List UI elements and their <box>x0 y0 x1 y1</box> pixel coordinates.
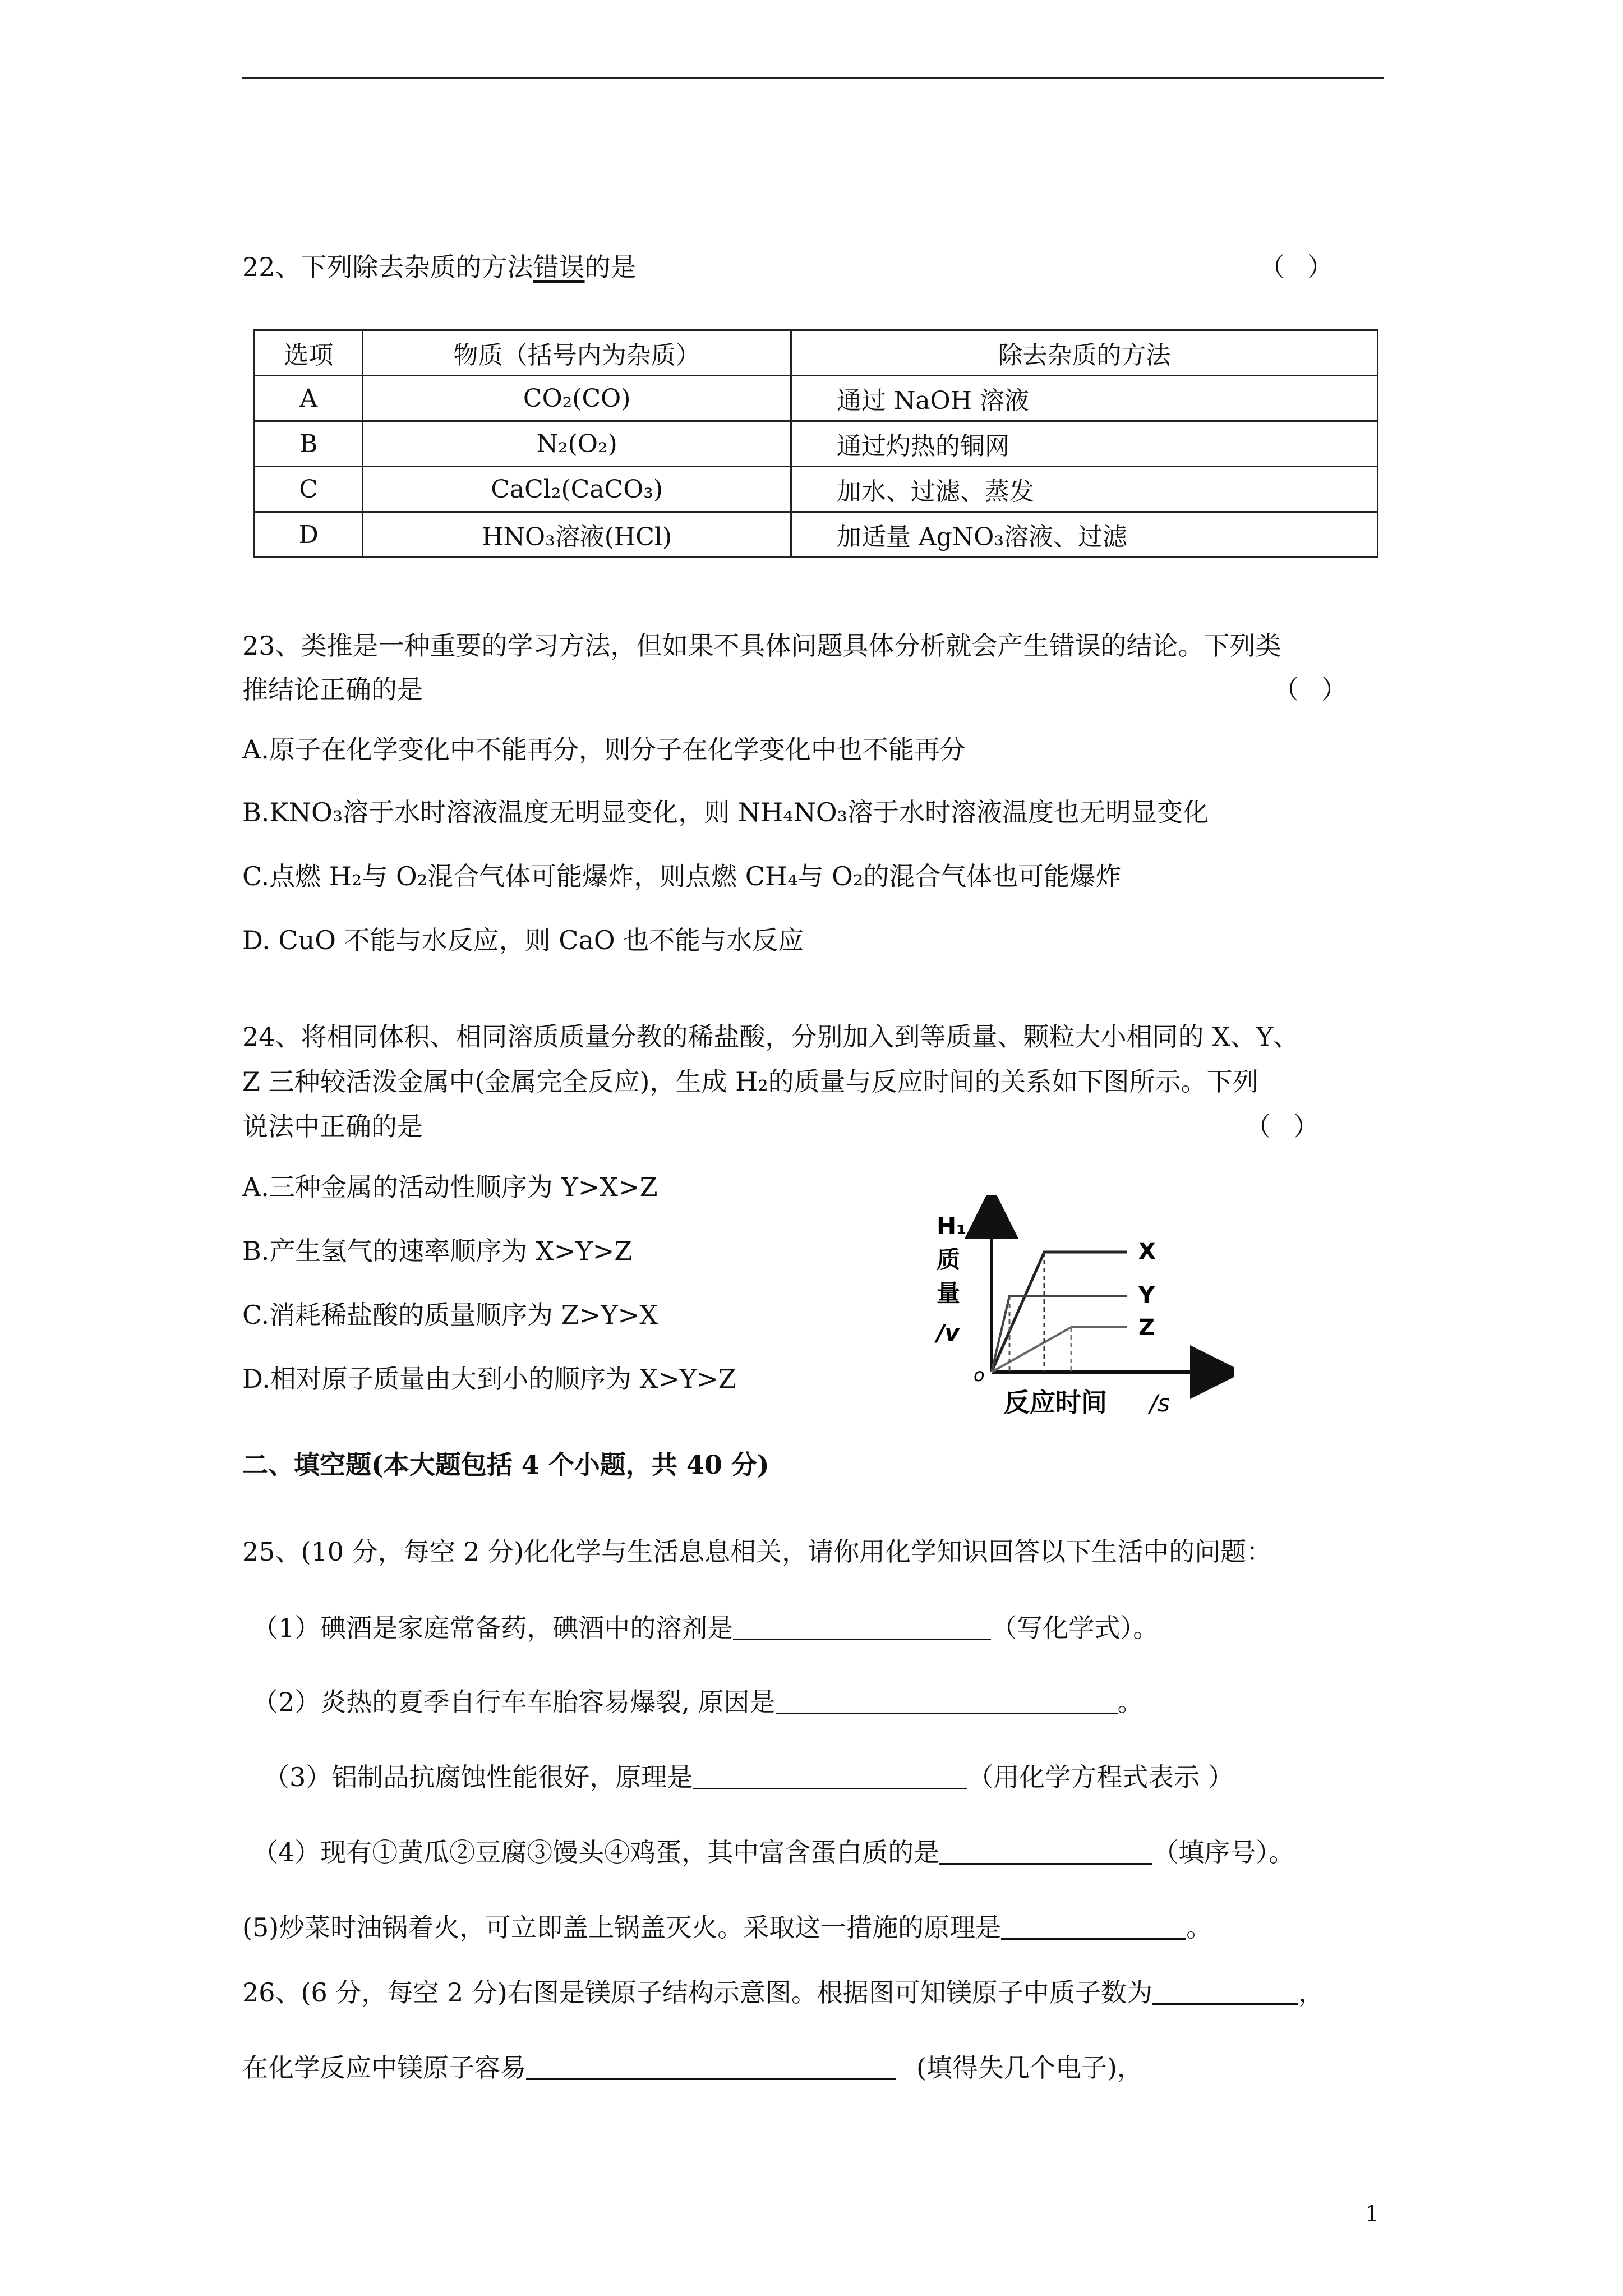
q24-answer-paren: （） <box>1245 1111 1341 1142</box>
q24-line3: 说法中正确的是 <box>242 1111 423 1142</box>
series-label-x: X <box>1138 1239 1156 1264</box>
cell-method: 加适量 AgNO₃溶液、过滤 <box>791 512 1377 558</box>
y-label-2: 质 <box>937 1246 961 1273</box>
q24-option-a: A.三种金属的活动性顺序为 Y>X>Z <box>242 1172 658 1202</box>
q24-line2: Z 三种较活泼金属中(金属完全反应)，生成 H₂的质量与反应时间的关系如下图所示。下列 <box>242 1066 1258 1097</box>
header-rule <box>242 77 1384 79</box>
q25-part4: （4）现有①黄瓜②豆腐③馒头④鸡蛋，其中富含蛋白质的是 （填序号）。 <box>252 1837 1295 1867</box>
table-row <box>255 467 1378 512</box>
q25-title: 25、(10 分，每空 2 分)化化学与生活息息相关，请你用化学知识回答以下生活中的问题： <box>242 1536 1272 1567</box>
q22-table <box>253 329 1378 558</box>
cell-method: 通过灼热的铜网 <box>791 421 1377 467</box>
q23-option-c: C.点燃 H₂与 O₂混合气体可能爆炸，则点燃 CH₄与 O₂的混合气体也可能爆炸 <box>242 861 1122 891</box>
q25-part2: （2）炎热的夏季自行车车胎容易爆裂, 原因是 。 <box>252 1687 1144 1717</box>
origin-label: o <box>974 1364 985 1386</box>
table-row <box>255 512 1378 558</box>
answer-blank[interactable] <box>776 1688 1118 1714</box>
table-row <box>255 421 1378 467</box>
q25-part5: (5)炒菜时油锅着火，可立即盖上锅盖灭火。采取这一措施的原理是 。 <box>242 1912 1212 1943</box>
cell-method: 加水、过滤、蒸发 <box>791 467 1377 512</box>
x-axis-unit: /s <box>1150 1389 1170 1417</box>
series-label-z: Z <box>1138 1315 1155 1341</box>
answer-blank[interactable] <box>1152 1978 1298 2005</box>
curve-z <box>992 1327 1127 1372</box>
q22-answer-paren: （） <box>1259 252 1355 282</box>
q24-option-b: B.产生氢气的速率顺序为 X>Y>Z <box>242 1236 633 1266</box>
cell-option: C <box>255 467 363 512</box>
q23-option-b: B.KNO₃溶于水时溶液温度无明显变化，则 NH₄NO₃溶于水时溶液温度也无明显变化 <box>242 797 1209 827</box>
q24-option-c: C.消耗稀盐酸的质量顺序为 Z>Y>X <box>242 1300 658 1330</box>
header-method: 除去杂质的方法 <box>791 330 1377 376</box>
q26-line2: 在化学反应中镁原子容易 (填得失几个电子)， <box>242 2053 1143 2083</box>
q22-title: 22、下列除去杂质的方法错误的是 <box>242 252 637 282</box>
q25-part3: （3）铝制品抗腐蚀性能很好，原理是 （用化学方程式表示 ） <box>264 1762 1234 1792</box>
page-number: 1 <box>1365 2201 1380 2227</box>
answer-blank[interactable] <box>1001 1913 1186 1940</box>
cell-substance: HNO₃溶液(HCl) <box>363 512 791 558</box>
section2-heading: 二、填空题(本大题包括 4 个小题，共 40 分) <box>242 1450 769 1480</box>
q24-graph <box>920 1195 1234 1419</box>
q23-line2: 推结论正确的是 <box>242 674 423 705</box>
cell-substance: N₂(O₂) <box>363 421 791 467</box>
header-option: 选项 <box>255 330 363 376</box>
q23-answer-paren: （） <box>1273 674 1370 705</box>
table-row <box>255 376 1378 421</box>
cell-substance: CaCl₂(CaCO₃) <box>363 467 791 512</box>
q25-part1: （1）碘酒是家庭常备药，碘酒中的溶剂是 （写化学式）。 <box>252 1613 1159 1643</box>
y-label-1: H₁ <box>937 1212 967 1240</box>
cell-option: A <box>255 376 363 421</box>
answer-blank[interactable] <box>939 1838 1152 1865</box>
q24-option-d: D.相对原子质量由大到小的顺序为 X>Y>Z <box>242 1364 736 1394</box>
cell-option: B <box>255 421 363 467</box>
q23-option-d: D. CuO 不能与水反应，则 CaO 也不能与水反应 <box>242 925 804 955</box>
answer-blank[interactable] <box>693 1763 967 1789</box>
table-header-row <box>255 330 1378 376</box>
cell-method: 通过 NaOH 溶液 <box>791 376 1377 421</box>
answer-blank[interactable] <box>526 2054 896 2080</box>
q26-line1: 26、(6 分，每空 2 分)右图是镁原子结构示意图。根据图可知镁原子中质子数为 ， <box>242 1977 1324 2008</box>
y-label-3: 量 <box>937 1280 961 1307</box>
curve-x <box>992 1252 1127 1372</box>
series-label-y: Y <box>1138 1282 1155 1308</box>
q22-emphasis: 错误 <box>533 252 585 282</box>
q23-option-a: A.原子在化学变化中不能再分，则分子在化学变化中也不能再分 <box>242 734 966 765</box>
answer-blank[interactable] <box>733 1614 991 1640</box>
header-substance: 物质（括号内为杂质） <box>363 330 791 376</box>
cell-substance: CO₂(CO) <box>363 376 791 421</box>
q24-line1: 24、将相同体积、相同溶质质量分教的稀盐酸，分别加入到等质量、颗粒大小相同的 X、Y、 <box>242 1022 1299 1052</box>
x-axis-label: 反应时间 <box>1004 1387 1107 1418</box>
cell-option: D <box>255 512 363 558</box>
q23-line1: 23、类推是一种重要的学习方法，但如果不具体问题具体分析就会产生错误的结论。下列类 <box>242 631 1281 661</box>
y-label-4: /v <box>937 1320 960 1346</box>
